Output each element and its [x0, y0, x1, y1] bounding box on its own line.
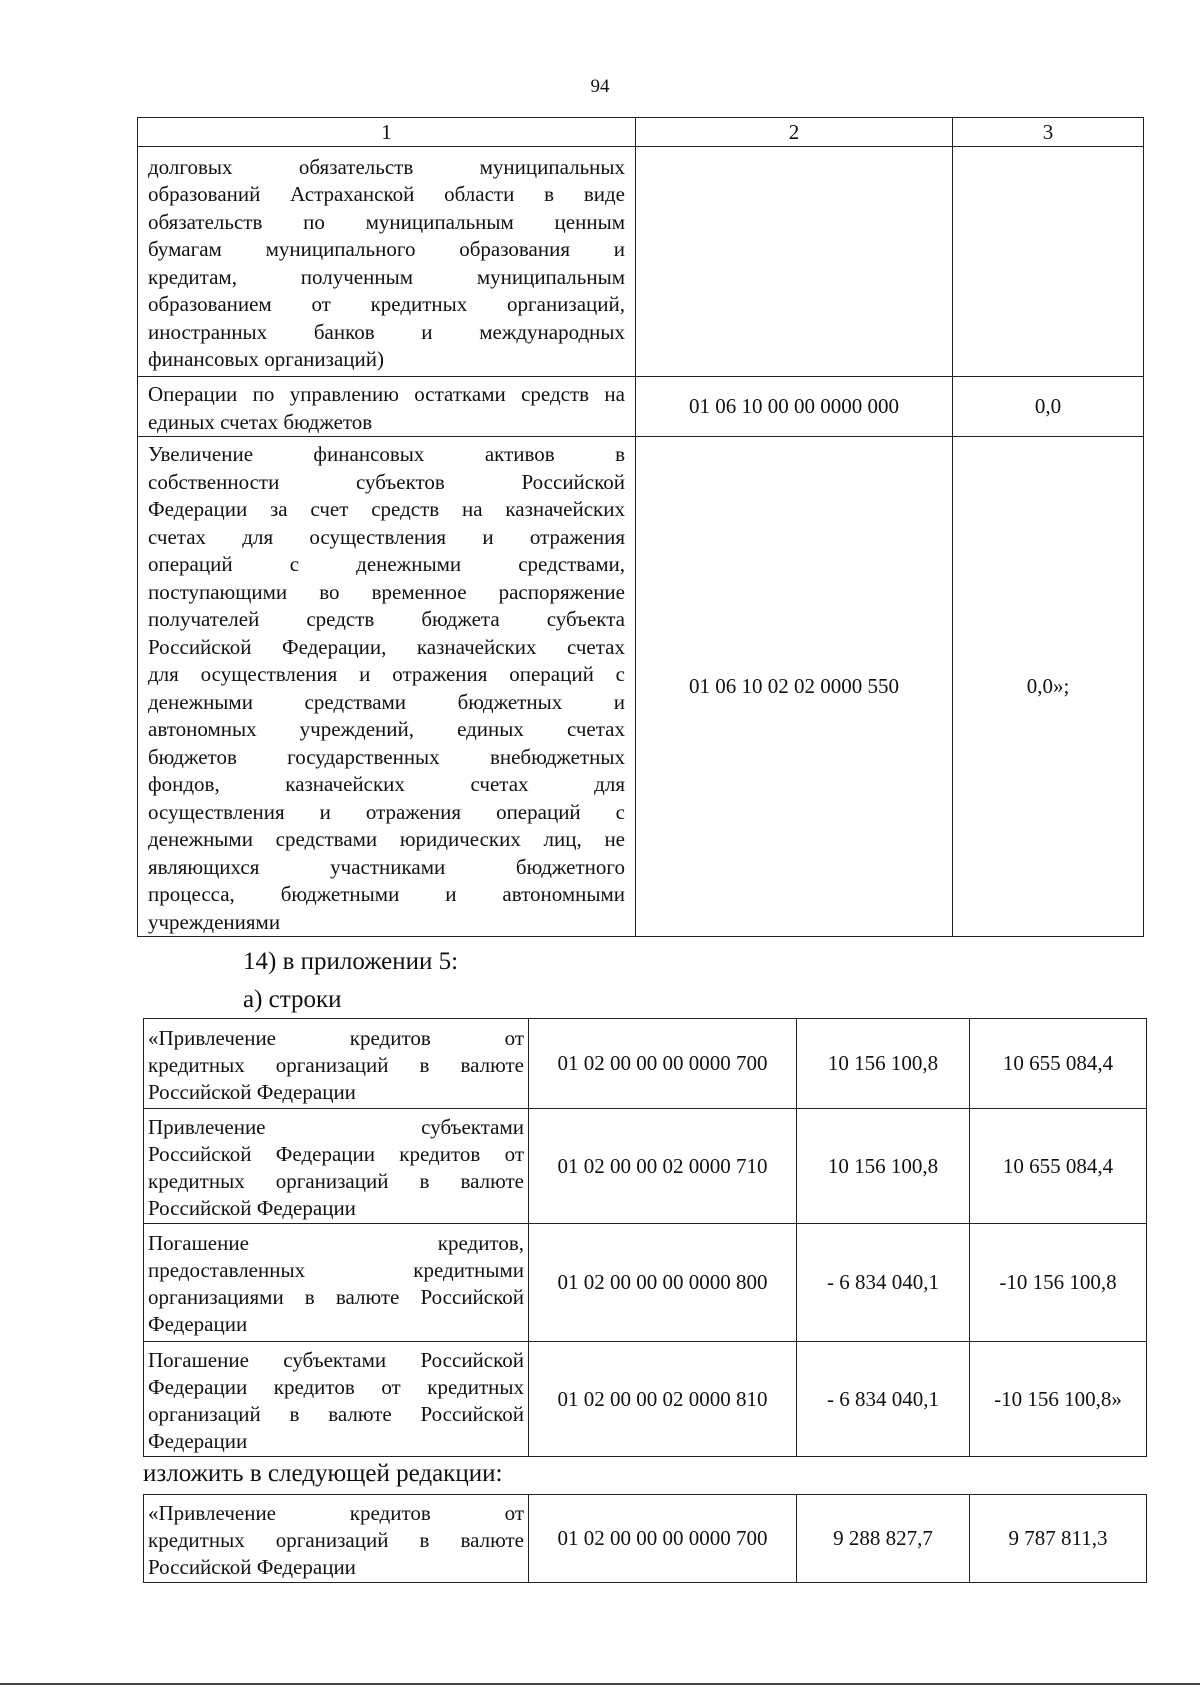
row-description — [144, 1109, 529, 1224]
description-line: осуществления и отражения операций с — [148, 799, 625, 824]
table-header-row — [138, 118, 1144, 147]
row-value-2: 10 655 084,4 — [970, 1019, 1147, 1109]
description-line: Федерации кредитов от кредитных — [148, 1374, 524, 1399]
description-line: кредитам, полученным муниципальным — [148, 264, 625, 289]
page-bottom-rule — [0, 1683, 1200, 1685]
new-rows-table — [143, 1494, 1147, 1583]
description-line: долговых обязательств муниципальных — [148, 154, 625, 179]
row-description — [138, 437, 636, 937]
description-line: денежными средствами бюджетных и — [148, 689, 625, 714]
column-header-2: 2 — [636, 118, 953, 147]
old-rows-table — [143, 1018, 1147, 1457]
row-value-2: -10 156 100,8 — [970, 1224, 1147, 1342]
column-header-1: 1 — [138, 118, 636, 147]
row-description — [138, 147, 636, 377]
table-row — [138, 377, 1144, 437]
description-line: Погашение субъектами Российской — [148, 1347, 524, 1372]
description-line: счетах для осуществления и отражения — [148, 524, 625, 549]
description-line: фондов, казначейских счетах для — [148, 772, 625, 796]
table-row — [144, 1495, 1147, 1583]
description-line: операций с денежными средствами, — [148, 552, 625, 576]
row-code: 01 06 10 00 00 0000 000 — [636, 377, 953, 437]
description-line: Российской Федерации — [148, 1554, 356, 1579]
row-value-1: 10 156 100,8 — [797, 1109, 970, 1224]
row-value — [953, 147, 1144, 377]
description-line: Погашение кредитов, — [148, 1231, 524, 1255]
row-description — [144, 1495, 529, 1583]
row-description — [138, 377, 636, 437]
row-code: 01 02 00 00 00 0000 700 — [529, 1495, 797, 1583]
description-line: предоставленных кредитными — [148, 1258, 524, 1282]
row-value: 0,0»; — [953, 437, 1144, 937]
description-line: образований Астраханской области в виде — [148, 182, 625, 206]
description-line: единых счетах бюджетов — [148, 409, 373, 434]
row-description — [144, 1224, 529, 1342]
description-line: Российской Федерации, казначейских счетах — [148, 634, 625, 659]
row-code: 01 02 00 00 00 0000 800 — [529, 1224, 797, 1342]
description-line: собственности субъектов Российской — [148, 469, 625, 494]
row-value-2: -10 156 100,8» — [970, 1342, 1147, 1457]
description-line: образованием от кредитных организаций, — [148, 292, 625, 316]
row-value-1: 9 288 827,7 — [797, 1495, 970, 1583]
table-row — [144, 1342, 1147, 1457]
table-row — [144, 1019, 1147, 1109]
table-row — [138, 147, 1144, 377]
page-number: 94 — [590, 76, 610, 97]
description-line: организациями в валюте Российской — [148, 1285, 524, 1309]
description-line: поступающими во временное распоряжение — [148, 579, 625, 604]
description-line: организаций в валюте Российской — [148, 1401, 524, 1426]
description-line: автономных учреждений, единых счетах — [148, 717, 625, 741]
column-header-3: 3 — [953, 118, 1144, 147]
row-description — [144, 1019, 529, 1109]
description-line: денежными средствами юридических лиц, не — [148, 827, 625, 851]
row-code — [636, 147, 953, 377]
paragraph-new-edition: изложить в следующей редакции: — [143, 1460, 503, 1487]
table-row — [144, 1109, 1147, 1224]
description-line: обязательств по муниципальным ценным — [148, 209, 625, 234]
description-line: кредитных организаций в валюте — [148, 1527, 524, 1552]
description-line: бумагам муниципального образования и — [148, 237, 625, 261]
row-code: 01 02 00 00 02 0000 710 — [529, 1109, 797, 1224]
description-line: «Привлечение кредитов от — [148, 1025, 524, 1050]
row-value-2: 10 655 084,4 — [970, 1109, 1147, 1224]
description-line: учреждениями — [148, 909, 281, 934]
row-value-2: 9 787 811,3 — [970, 1495, 1147, 1583]
paragraph-appendix-5: 14) в приложении 5: — [243, 948, 459, 975]
description-line: «Привлечение кредитов от — [148, 1500, 524, 1525]
row-code: 01 02 00 00 02 0000 810 — [529, 1342, 797, 1457]
description-line: Российской Федерации — [148, 1195, 356, 1220]
description-line: Федерации за счет средств на казначейских — [148, 497, 625, 521]
description-line: бюджетов государственных внебюджетных — [148, 744, 625, 769]
row-code: 01 02 00 00 00 0000 700 — [529, 1019, 797, 1109]
description-line: Увеличение финансовых активов в — [148, 442, 625, 466]
description-line: Привлечение субъектами — [148, 1114, 524, 1139]
description-line: Операции по управлению остатками средств на — [148, 382, 625, 406]
row-code: 01 06 10 02 02 0000 550 — [636, 437, 953, 937]
row-value-1: - 6 834 040,1 — [797, 1224, 970, 1342]
description-line: Федерации — [148, 1428, 248, 1453]
description-line: Российской Федерации — [148, 1079, 356, 1104]
description-line: являющихся участниками бюджетного — [148, 854, 625, 879]
description-line: иностранных банков и международных — [148, 319, 625, 344]
description-line: процесса, бюджетными и автономными — [148, 882, 625, 906]
description-line: Российской Федерации кредитов от — [148, 1141, 524, 1166]
table-row — [138, 437, 1144, 937]
row-description — [144, 1342, 529, 1457]
row-value-1: 10 156 100,8 — [797, 1019, 970, 1109]
row-value: 0,0 — [953, 377, 1144, 437]
description-line: Федерации — [148, 1312, 248, 1336]
row-value-1: - 6 834 040,1 — [797, 1342, 970, 1457]
table-row — [144, 1224, 1147, 1342]
description-line: кредитных организаций в валюте — [148, 1052, 524, 1077]
sources-table-continued — [137, 117, 1144, 937]
description-line: для осуществления и отражения операций с — [148, 662, 625, 686]
description-line: кредитных организаций в валюте — [148, 1168, 524, 1193]
description-line: финансовых организаций) — [148, 347, 384, 371]
paragraph-rows-label: а) строки — [243, 986, 342, 1013]
description-line: получателей средств бюджета субъекта — [148, 607, 625, 631]
